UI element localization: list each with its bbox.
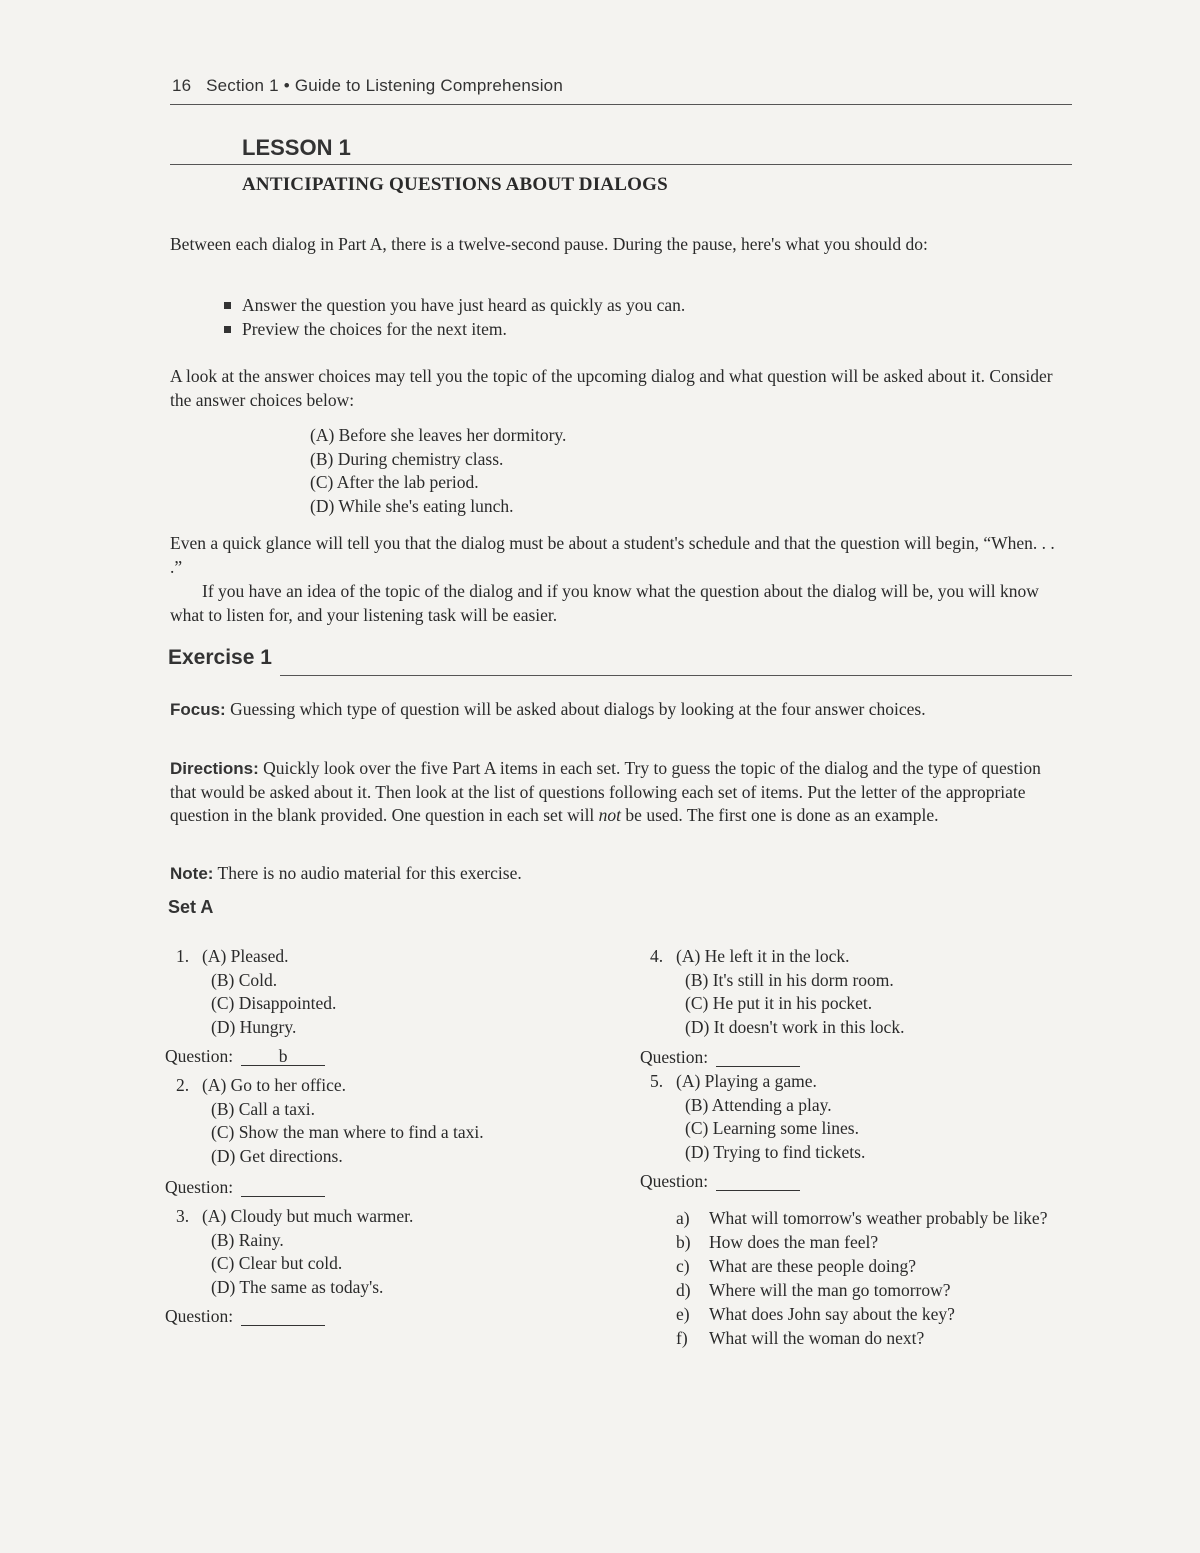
running-header [172,76,563,96]
section-label: Section 1 [206,76,279,95]
question-option [676,1206,1076,1230]
focus-paragraph [170,698,1070,722]
sample-choices [310,424,566,519]
question-option [676,1230,1076,1254]
question-label: Question: [165,1046,234,1066]
item-choice: (C) Clear but cold. [211,1253,343,1273]
question-option [676,1302,1076,1326]
item-5 [650,1070,865,1164]
item-choice: (D) The same as today's. [211,1276,384,1297]
directions-text-end: be used. The first one is done as an example. [621,805,939,825]
header-bullet: • [283,76,290,95]
item-choice: (B) Rainy. [211,1229,284,1250]
question-option-text: How does the man feel? [709,1232,879,1252]
directions-text: Quickly look over the five Part A items in each set. Try to guess the topic of the dialog and the type of question that would be asked about it. Then look at the list of questions following each set of items. Put the letter of the appropriate question in the blank provided. One question in each set will [170,758,1041,825]
note-paragraph [170,862,1070,886]
question-line-4 [640,1046,800,1070]
item-choice: (B) Cold. [211,969,278,990]
question-option-text: What does John say about the key? [709,1304,955,1324]
question-label: Question: [640,1047,709,1067]
lesson-rule [170,164,1072,165]
item-choice: (D) Trying to find tickets. [685,1141,866,1162]
directions-label: Directions: [170,759,259,778]
item-1 [176,945,336,1039]
directions-paragraph [170,757,1070,828]
bullet-item: Answer the question you have just heard as quickly as you can. [222,293,685,317]
header-title: Guide to Listening Comprehension [294,76,563,95]
item-number: 1. [176,946,190,966]
answer-blank[interactable] [716,1172,800,1191]
question-option [676,1326,1076,1350]
question-option-text: What will tomorrow's weather probably be like? [709,1208,1048,1228]
question-line-5 [640,1170,800,1194]
item-number: 5. [650,1071,664,1091]
item-3 [176,1205,413,1299]
item-choice: (B) Call a taxi. [211,1098,316,1119]
item-choice: (C) Show the man where to find a taxi. [211,1122,484,1142]
item-2 [176,1074,484,1168]
question-option-key: c) [676,1256,690,1276]
lesson-label: LESSON 1 [242,135,351,160]
sample-choice: (C) After the lab period. [310,472,479,493]
item-choice: (A) He left it in the lock. [676,946,850,966]
item-choice: (D) Hungry. [211,1016,297,1037]
header-rule [170,104,1072,105]
item-choice: (A) Cloudy but much warmer. [202,1206,414,1226]
item-choice: (C) He put it in his pocket. [685,993,873,1013]
question-option-key: d) [676,1280,691,1300]
question-option [676,1278,1076,1302]
item-choice: (D) Get directions. [211,1145,343,1166]
answer-blank[interactable] [241,1178,325,1197]
question-option-key: f) [676,1328,688,1348]
intro-paragraph-2: A look at the answer choices may tell you the topic of the upcoming dialog and what question will be asked about it. Consider the answer choices below: [170,366,1053,410]
note-label: Note: [170,864,214,883]
lesson-title: ANTICIPATING QUESTIONS ABOUT DIALOGS [242,174,668,195]
intro-bullet-list [222,293,685,341]
question-line-3 [165,1305,325,1329]
focus-text: Guessing which type of question will be asked about dialogs by looking at the four answer choices. [230,699,926,719]
question-label: Question: [165,1177,234,1197]
item-number: 3. [176,1206,190,1226]
intro-paragraph-3: Even a quick glance will tell you that the dialog must be about a student's schedule and that the question will begin, “When. . . .” [170,533,1055,577]
item-choice: (B) It's still in his dorm room. [685,969,894,990]
answer-blank[interactable]: b [241,1047,325,1066]
intro-paragraph-4: If you have an idea of the topic of the dialog and if you know what the question about the dialog will be, you will know what to listen for, and your listening task will be easier. [170,581,1039,625]
item-choice: (B) Attending a play. [685,1094,832,1115]
question-option-key: b) [676,1232,691,1252]
item-choice: (C) Disappointed. [211,993,337,1013]
question-line-1 [165,1045,325,1069]
answer-blank[interactable] [716,1048,800,1067]
page-number: 16 [172,76,192,95]
item-number: 4. [650,946,664,966]
sample-choice: (A) Before she leaves her dormitory. [310,425,567,445]
question-option-text: What are these people doing? [709,1256,916,1276]
directions-emphasis: not [598,805,622,825]
question-options-list [676,1206,1076,1350]
question-line-2 [165,1176,325,1200]
item-choice: (A) Go to her office. [202,1075,346,1095]
question-option-text: Where will the man go tomorrow? [709,1280,951,1300]
item-choice: (A) Playing a game. [676,1071,817,1091]
question-option-key: a) [676,1208,690,1228]
item-choice: (D) It doesn't work in this lock. [685,1016,905,1037]
question-option-key: e) [676,1304,690,1324]
question-label: Question: [640,1171,709,1191]
item-choice: (C) Learning some lines. [685,1118,859,1138]
note-text: There is no audio material for this exercise. [217,863,522,883]
sample-choice: (D) While she's eating lunch. [310,496,514,517]
exercise-rule [280,675,1072,676]
bullet-item: Preview the choices for the next item. [222,317,685,341]
question-option [676,1254,1076,1278]
question-label: Question: [165,1306,234,1326]
set-label: Set A [168,897,214,917]
intro-paragraph-1: Between each dialog in Part A, there is a twelve-second pause. During the pause, here's what you should do: [170,234,928,254]
focus-label: Focus: [170,700,226,719]
question-option-text: What will the woman do next? [709,1328,925,1348]
answer-blank[interactable] [241,1307,325,1326]
item-number: 2. [176,1075,190,1095]
sample-choice: (B) During chemistry class. [310,448,504,469]
item-4 [650,945,904,1039]
exercise-title: Exercise 1 [168,646,272,669]
item-choice: (A) Pleased. [202,946,289,966]
